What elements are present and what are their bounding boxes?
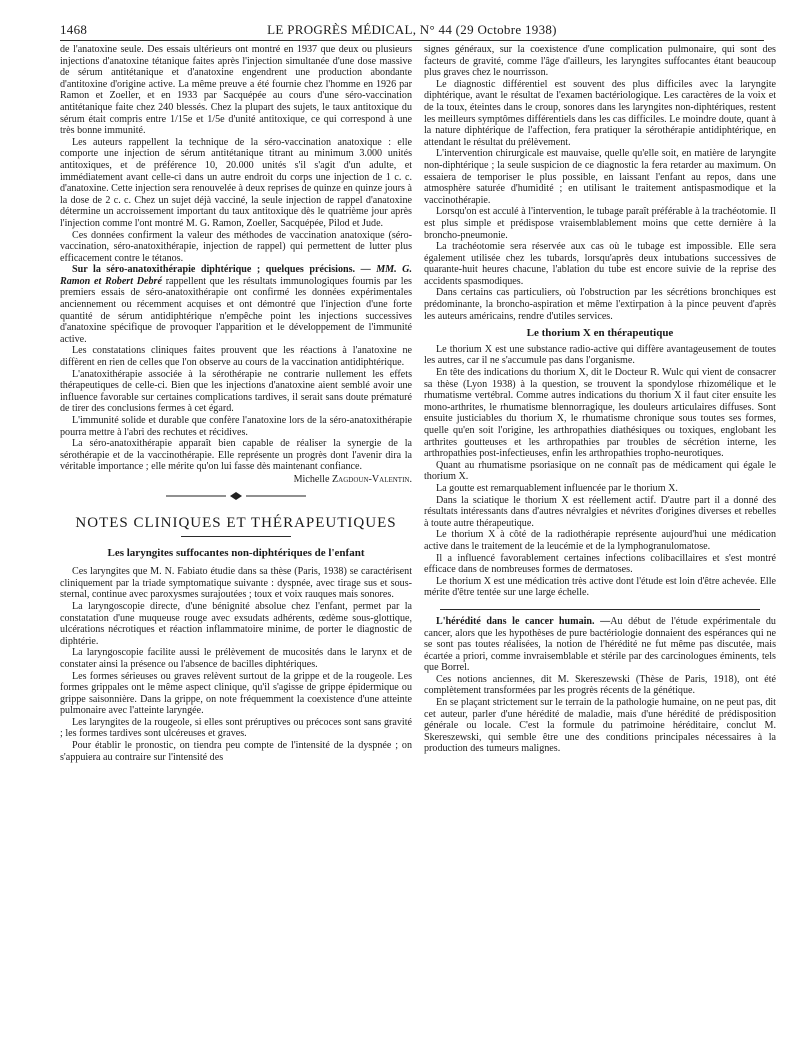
paragraph-text: Au début de l'étude expérimentale du cancer, alors que les hypothèses de pure bactériologie donnaient des espérances qui ne se sont pas toutes réalisées, la notion de l'hérédité ne fut même pas discutée, mais écartée a priori, comme invraisemblable et stérile par des carcinologues éminents, tels que Borrel.: [424, 615, 776, 674]
paragraph: Les laryngites de la rougeole, si elles sont préruptives ou précoces sont sans gravité ; les formes tardives sont ulcéreuses et graves.: [60, 716, 412, 740]
paragraph: Le thorium X à côté de la radiothérapie représente aujourd'hui une médication active dans le traitement de la leucémie et de la lymphogranulomatose.: [424, 529, 776, 552]
paragraph: Lorsqu'on est acculé à l'intervention, le tubage paraît préférable à la trachéotomie. Il est plus simple et prédispose vraisemblablement moins que cette dernière à la broncho-pneumonie.: [424, 206, 776, 241]
paragraph: Il a influencé favorablement certaines infections colibacillaires et s'est montré efficace dans de nombreuses formes de dermatoses.: [424, 552, 776, 576]
left-column: [60, 44, 412, 763]
paragraph: Dans certains cas particuliers, où l'obstruction par les sécrétions bronchiques est prédominante, la broncho-aspiration et même l'extirpation à la pince peuvent d'après les auteurs américains, rendre d'utiles services.: [424, 287, 776, 322]
paragraph: signes généraux, sur la coexistence d'une complication pulmonaire, qui sont des facteurs de gravité, comme l'âge d'ailleurs, les laryngites suffocantes étant beaucoup plus graves chez le nourrisson.: [424, 44, 776, 79]
paragraph: Quant au rhumatisme psoriasique on ne connaît pas de médicament qui égale le thorium X.: [424, 459, 776, 483]
section-heading: NOTES CLINIQUES ET THÉRAPEUTIQUES: [75, 515, 397, 532]
paragraph: L'immunité solide et durable que confère l'anatoxine lors de la séro-anatoxithérapie pourra mettre à l'abri des rechutes et récidives.: [60, 415, 412, 438]
paragraph: La laryngoscopie facilite aussi le prélèvement de mucosités dans le larynx et de constater ainsi la présence ou l'absence de bacilles diphtériques.: [60, 647, 412, 670]
ornament-divider-icon: [166, 491, 306, 501]
article-title: Les laryngites suffocantes non-diphtériques de l'enfant: [107, 547, 365, 560]
paragraph: L'intervention chirurgicale est mauvaise, quelle qu'elle soit, en matière de laryngite non-diphtérique ; la seule suspicion de ce diagnostic la fera retarder au maximum. On essaiera de temporiser le plus possible, en laissant l'enfant au repos, dans une atmosphère saturée d'humidité ; en utilisant le traitement antispasmodique et la vaccinothérapie.: [424, 148, 776, 206]
paragraph: La goutte est remarquablement influencée par le thorium X.: [436, 482, 678, 494]
signature-name: Michelle: [293, 473, 330, 485]
paragraph: La laryngoscopie directe, d'une bénignité absolue chez l'enfant, permet par la constatation d'une muqueuse rouge avec exsudats adhérents, œdème sous-glottique, ulcérations nécrotiques et réaction inflammatoire minime, de porter le diagnostic de diphtérie.: [60, 600, 412, 647]
inline-authors: MM. G. Ramon et Robert Debré: [60, 264, 412, 287]
paragraph: Les auteurs rappellent la technique de la séro-vaccination anatoxique : elle comporte une injection de sérum antitétanique titrant au minimum 3.000 unités antitoxiques, et de préférence 10, 20.000 unités s'il s'agit d'un adulte, et immédiatement avant celle-ci dans un autre endroit du corps une injection de 1 c. c. d'anatoxine. Cette injection sera renouvelée à deux reprises de quinze en quinze jours à la dose de 2 c. c. Chez un sujet déjà vacciné, la seule injection de rappel d'anatoxine détermine un accroissement important du taux antitoxique dès le quatrième jour après l'injection comme l'ont montré M. G. Ramon, Zoeller, Sacquépée, Pilod et Jude.: [60, 136, 412, 229]
paragraph: Ces notions anciennes, dit M. Skereszewski (Thèse de Paris, 1918), ont été complètement transformées par les progrès récents de la génétique.: [424, 673, 776, 697]
paragraph: Les formes sérieuses ou graves relèvent surtout de la grippe et de la rougeole. Les formes grippales ont le même aspect clinique, qu'il s'agisse de grippe épidermique ou grippe saisonnière. Dans la grippe, on note fréquemment la coexistence d'une atteinte pulmonaire avec l'atteinte laryngée.: [60, 670, 412, 717]
running-head: [60, 22, 764, 41]
paragraph: Les constatations cliniques faites prouvent que les réactions à l'anatoxine ne diffèrent en rien de celles que l'on observe au cours de la vaccination antidiphtérique.: [60, 345, 412, 369]
article-title: Le thorium X en thérapeutique: [526, 327, 674, 340]
paragraph: Le thorium X est une substance radio-active qui diffère avantageusement de toutes les autres, car il ne s'accumule pas dans l'organisme.: [424, 343, 776, 367]
paragraph: Le diagnostic différentiel est souvent des plus difficiles avec la laryngite diphtérique, avant le résultat de l'examen bactériologique. Les caractères de la voix et de la toux, éteintes dans le croup, sonores dans les laryngites non-diphtériques, restent les meilleurs symptômes différentiels dans les cas difficiles. Le moindre doute, quant à la nature diphtérique de l'affection, fera pratiquer la sérothérapie antidiphtérique, en attendant le résultat du prélèvement.: [424, 78, 776, 148]
signature-surname: Zagdoun-Valentin.: [332, 473, 412, 485]
paragraph-text: rappellent que les résultats immunologiques fournis par les premiers essais de séro-anatoxithérapie ont confirmé les données expérimentales anciennement ou récemment acquises et ont démontré que l'injection d'une forte quantité de sérum antidiphtérique n'empêche point les injections successives d'anatoxine spécifique de provoquer l'apparition et le développement de l'immunité active.: [60, 275, 412, 345]
paragraph: de l'anatoxine seule. Des essais ultérieurs ont montré en 1937 que deux ou plusieurs injections d'anatoxine tétanique faites après l'injection simultanée d'une dose massive de sérum antitétanique et d'anatoxine engendrent une production abondante d'antitoxine d'origine active. La même preuve a été fournie chez l'homme en 1926 par Ramon et Zoeller, et en 1933 par Sacquépée au cours d'une séro-vaccination antitétanique faite chez 240 blessés. Chez la plupart des sujets, le taux antitoxique du sérum était compris entre 1/15e et 1/5e d'unité antitoxique, ce qui correspond à une très bonne immunité.: [60, 44, 412, 137]
section-rule: [181, 536, 291, 537]
paragraph: Ces données confirment la valeur des méthodes de vaccination anatoxique (séro-vaccination, séro-anatoxithérapie, injection de rappel) qui permettent de lutter plus efficacement contre le tétanos.: [60, 229, 412, 264]
paragraph: Ces laryngites que M. N. Fabiato étudie dans sa thèse (Paris, 1938) se caractérisent cliniquement par la triade symptomatique suivante : dyspnée, avec tirage sus et sous-sternal, continue avec paroxysmes surajoutées ; toux et voix rauques mais sonores.: [60, 566, 412, 601]
paragraph: Pour établir le pronostic, on tiendra peu compte de l'intensité de la dyspnée ; on s'appuiera au contraire sur l'intensité des: [60, 740, 412, 763]
paragraph: La trachéotomie sera réservée aux cas où le tubage est impossible. Elle sera également utilisée chez les tubards, lorsqu'après deux intubations successives de quarante-huit heures chacune, l'ablation du tube est encore suivie de la reprise des accidents spasmodiques.: [424, 241, 776, 287]
ornament-divider: [60, 491, 412, 505]
right-column: [424, 44, 776, 755]
paragraph: La séro-anatoxithérapie apparaît bien capable de réaliser la synergie de la sérothérapie et de la vaccinothérapie. Elle représente un progrès dont l'avenir dira la véritable importance ; elle mérite qu'on lui fasse dès maintenant confiance.: [60, 438, 412, 473]
page-number: 1468: [60, 22, 88, 37]
article-rule: [440, 609, 760, 610]
paragraph-inline-heading: [60, 264, 412, 345]
paragraph: En se plaçant strictement sur le terrain de la pathologie humaine, on ne peut pas, dit cet auteur, parler d'une hérédité de maladie, mais d'une hérédité de prédisposition générale ou locale. C'est la formule du patrimoine héréditaire, conclut M. Skereszewski, qui semble être une des conditions principales nécessaires à la production des tumeurs malignes.: [424, 697, 776, 755]
paragraph: L'anatoxithérapie associée à la sérothérapie ne contrarie nullement les effets thérapeutiques de celle-ci. Bien que les injections d'anatoxine aient semblé avoir une influence favorable sur certaines complications tardives, il serait sans doute prématuré de tirer des conclusions fermes à cet égard.: [60, 368, 412, 415]
paragraph: En tête des indications du thorium X, dit le Docteur R. Wulc qui vient de consacrer sa thèse (Lyon 1938) à la question, se trouvent la spondylose rhizomélique et le rhumatisme vertébral. Comme autres indications du thorium X il faut citer ensuite les mono-arthrites, le rhumatisme blennorragique, les douleurs articulaires diffuses. Sont ensuite justiciables du thorium X, le rhumatisme chronique sous toutes ses formes, quelle qu'en soit l'origine, les arthropathies diathésiques ou toxiques, englobant les arthrites goutteuses et les arthropathies par troubles de sécrétion interne, les arthropathies post-infectieuses, enfin les arthropathies tropho-neurotiques.: [424, 367, 776, 460]
signature: [60, 474, 412, 486]
inline-heading: Sur la séro-anatoxithérapie diphtérique ; quelques précisions. —: [72, 264, 371, 276]
paragraph: Dans la sciatique le thorium X est réellement actif. D'autre part il a donné des résultats intéressants dans d'autres névralgies et névrites d'origines diverses et rebelles à toute autre thérapeutique.: [424, 494, 776, 529]
paragraph: Le thorium X est une médication très active dont l'étude est loin d'être achevée. Elle mérite d'être tentée sur une large échelle.: [424, 575, 776, 599]
inline-heading: L'hérédité dans le cancer humain. —: [436, 615, 611, 627]
journal-title: LE PROGRÈS MÉDICAL, N° 44 (29 Octobre 1938): [267, 22, 557, 37]
paragraph-inline-heading: [424, 616, 776, 674]
